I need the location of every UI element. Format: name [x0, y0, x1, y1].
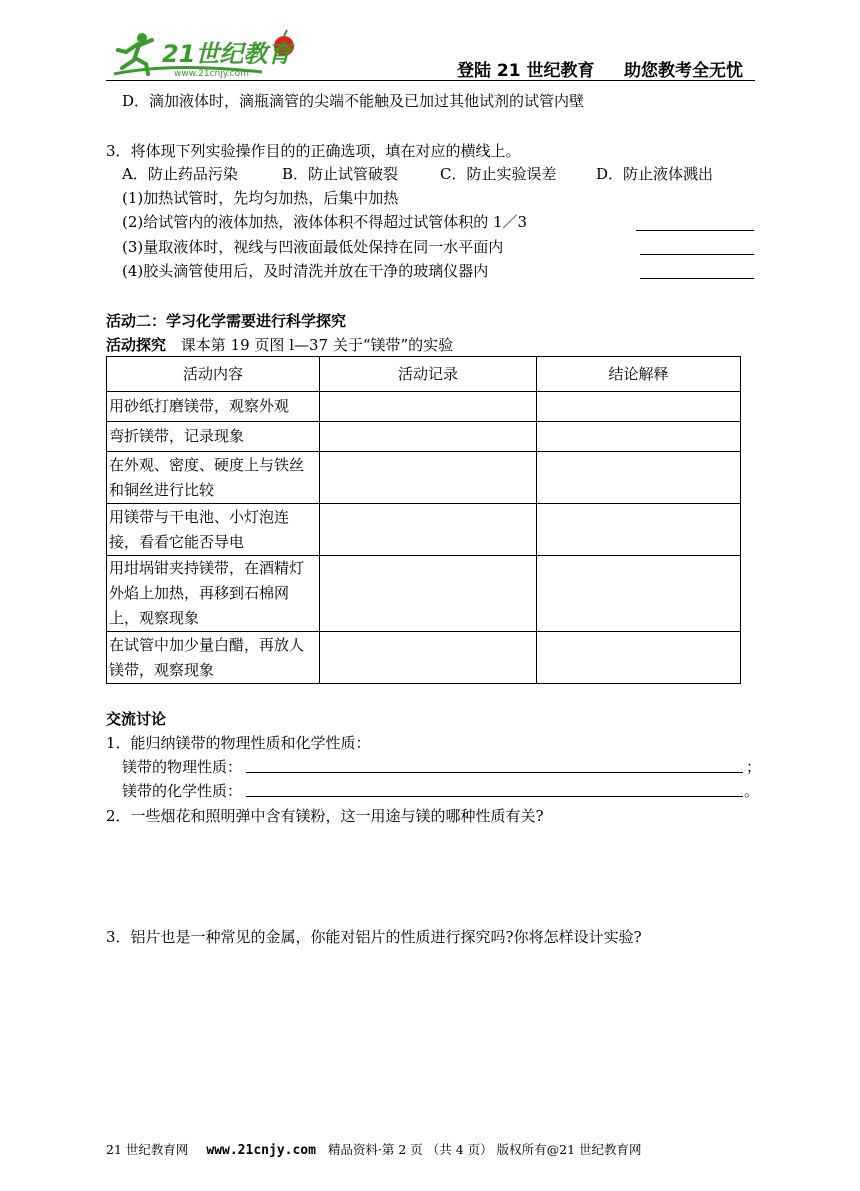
logo-text: 21世纪教育 — [162, 40, 292, 68]
explore-text: 课本第 19 页图 l—37 关于“镁带”的实验 — [180, 336, 454, 354]
conclusion-cell[interactable] — [537, 504, 741, 556]
activity-text: 用砂纸打磨镁带，观察外观 — [109, 397, 290, 415]
discussion-q2: 2．一些烟花和照明弹中含有镁粉，这一用途与镁的哪种性质有关? — [106, 807, 544, 825]
footer — [106, 1140, 642, 1158]
q3-option-b: B．防止试管破裂 — [282, 165, 399, 183]
record-cell[interactable] — [320, 504, 537, 556]
chemical-label: 镁带的化学性质： — [122, 782, 243, 800]
activity-text: 在外观、密度、硬度上与铁丝 — [109, 455, 305, 474]
q3-prompt: 3．将体现下列实验操作目的的正确选项，填在对应的横线上。 — [106, 142, 521, 160]
header-title: 登陆 21 世纪教育 — [457, 61, 595, 81]
table-row — [107, 422, 741, 452]
q3-option-c: C．防止实验误差 — [440, 165, 557, 183]
q3-answer-line-4[interactable] — [640, 278, 754, 279]
magnesium-experiment-table — [106, 356, 741, 684]
activity-cell — [107, 556, 320, 632]
logo-graphic — [112, 28, 304, 82]
logo-url: www.21cnjy.com — [174, 69, 249, 79]
option-d-text: D．滴加液体时，滴瓶滴管的尖端不能触及已加过其他试剂的试管内壁 — [122, 92, 585, 110]
record-cell[interactable] — [320, 392, 537, 422]
activity-cell — [107, 504, 320, 556]
activity-text: 上，观察现象 — [109, 609, 200, 627]
q3-item-3: (3)量取液体时，视线与凹液面最低处保持在同一水平面内 — [122, 238, 504, 256]
explore-label: 活动探究 — [106, 336, 167, 354]
conclusion-cell[interactable] — [537, 392, 741, 422]
activity-text: 接，看看它能否导电 — [109, 532, 245, 551]
q3-option-a: A．防止药品污染 — [122, 165, 238, 183]
col-header-record: 活动记录 — [320, 357, 537, 392]
activity-cell — [107, 422, 320, 452]
activity2-explore — [106, 334, 453, 355]
chemical-answer-line[interactable] — [246, 796, 743, 797]
record-cell[interactable] — [320, 632, 537, 684]
q3-answer-line-3[interactable] — [640, 254, 754, 255]
physical-end: ； — [746, 758, 762, 776]
table-row — [107, 392, 741, 422]
header-divider — [106, 80, 755, 81]
activity2-heading: 活动二：学习化学需要进行科学探究 — [106, 312, 347, 330]
activity-text: 外焰上加热，再移到石棉网 — [109, 584, 290, 602]
activity-text: 镁带，观察现象 — [109, 660, 215, 679]
activity-text: 用坩埚钳夹持镁带，在酒精灯 — [109, 559, 305, 577]
q3-item-2: (2)给试管内的液体加热，液体体积不得超过试管体积的 1／3 — [122, 213, 528, 231]
conclusion-cell[interactable] — [537, 556, 741, 632]
chemical-end: 。 — [744, 782, 760, 800]
activity-cell — [107, 392, 320, 422]
q3-item-1: (1)加热试管时，先均匀加热，后集中加热 — [122, 189, 399, 207]
q3-item-4: (4)胶头滴管使用后，及时清洗并放在干净的玻璃仪器内 — [122, 262, 489, 280]
discussion-heading: 交流讨论 — [106, 710, 167, 728]
discussion-q1: 1．能归纳镁带的物理性质和化学性质： — [106, 734, 371, 752]
conclusion-cell[interactable] — [537, 632, 741, 684]
activity-text: 在试管中加少量白醋，再放人 — [109, 635, 305, 654]
col-header-conclusion: 结论解释 — [537, 357, 741, 392]
table-header-row — [107, 357, 741, 392]
table-row — [107, 632, 741, 684]
table-row — [107, 504, 741, 556]
physical-label: 镁带的物理性质： — [122, 758, 243, 776]
record-cell[interactable] — [320, 452, 537, 504]
header-slogan: 助您教考全无忧 — [624, 61, 743, 81]
activity-cell — [107, 632, 320, 684]
activity-text: 和铜丝进行比较 — [109, 480, 215, 499]
activity-cell — [107, 452, 320, 504]
footer-info: 精品资料·第 2 页 （共 4 页） 版权所有@21 世纪教育网 — [327, 1142, 642, 1157]
activity-text: 弯折镁带，记录现象 — [109, 427, 245, 445]
conclusion-cell[interactable] — [537, 452, 741, 504]
q3-option-d: D．防止液体溅出 — [596, 165, 714, 183]
site-logo — [112, 28, 304, 82]
conclusion-cell[interactable] — [537, 422, 741, 452]
footer-site-link[interactable]: www.21cnjy.com — [206, 1143, 316, 1158]
record-cell[interactable] — [320, 556, 537, 632]
table-row — [107, 556, 741, 632]
q3-answer-line-2[interactable] — [636, 230, 754, 231]
record-cell[interactable] — [320, 422, 537, 452]
col-header-content: 活动内容 — [107, 357, 320, 392]
physical-answer-line[interactable] — [246, 772, 743, 773]
footer-brand: 21 世纪教育网 — [106, 1142, 189, 1157]
activity-text: 用镁带与干电池、小灯泡连 — [109, 507, 290, 526]
discussion-q3: 3．铝片也是一种常见的金属，你能对铝片的性质进行探究吗?你将怎样设计实验? — [106, 928, 642, 946]
table-row — [107, 452, 741, 504]
